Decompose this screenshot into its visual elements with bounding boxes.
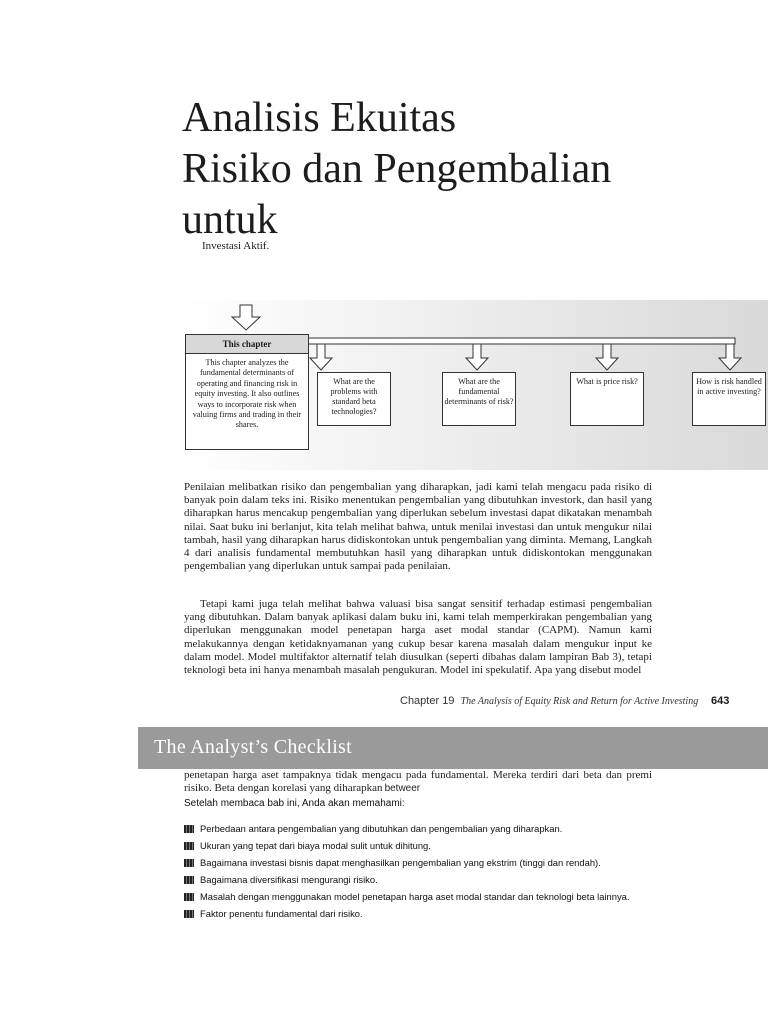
down-arrow-icon (596, 344, 618, 370)
list-item-text: Bagaimana investasi bisnis dapat menghasilkan pengembalian yang ekstrim (tinggi dan rendah). (200, 857, 601, 868)
down-arrow-icon (310, 344, 332, 370)
list-item (184, 839, 654, 852)
connector-bar (307, 338, 735, 344)
question-box-active-investing: How is risk handled in active investing? (692, 372, 766, 426)
list-item-text: Perbedaan antara pengembalian yang dibutuhkan dan pengembalian yang diharapkan. (200, 823, 563, 834)
question-box-price-risk: What is price risk? (570, 372, 644, 426)
list-item-text: Ukuran yang tepat dari biaya modal sulit untuk dihitung. (200, 840, 431, 851)
list-item-text: Masalah dengan menggunakan model penetapan harga aset modal standar dan teknologi beta lainnya. (200, 891, 630, 902)
list-item (184, 856, 654, 869)
title-line-2: Risiko dan Pengembalian (182, 146, 612, 192)
bullet-icon (184, 842, 194, 850)
checklist-banner (138, 727, 768, 769)
checklist (184, 822, 654, 924)
running-footer (400, 695, 698, 707)
bullet-icon (184, 893, 194, 901)
list-item-text: Faktor penentu fundamental dari risiko. (200, 908, 363, 919)
list-item (184, 907, 654, 920)
down-arrow-icon (719, 344, 741, 370)
title-line-1: Analisis Ekuitas (182, 95, 457, 141)
paragraph-3-tail: betweer (384, 783, 421, 795)
list-item (184, 890, 654, 903)
this-chapter-box (185, 334, 309, 450)
list-item (184, 873, 654, 886)
list-item (184, 822, 654, 835)
page-title (182, 93, 702, 246)
list-item-text: Bagaimana diversifikasi mengurangi risiko. (200, 874, 378, 885)
bullet-icon (184, 876, 194, 884)
subtitle: Investasi Aktif. (202, 240, 270, 252)
paragraph-3-text: penetapan harga aset tampaknya tidak mengacu pada fundamental. Mereka terdiri dari beta dan premi risiko. Beta dengan korelasi yang diharapkan (184, 769, 652, 795)
page-number: 643 (711, 695, 730, 707)
question-box-beta: What are the problems with standard beta technologies? (317, 372, 391, 426)
checklist-intro: Setelah membaca bab ini, Anda akan memahami: (184, 798, 405, 809)
this-chapter-description: This chapter analyzes the fundamental determinants of operating and financing risk in equity investing. It also outlines ways to incorporate risk when valuing firms and trading in their shares. (192, 358, 302, 430)
banner-title: The Analyst’s Checklist (154, 736, 352, 758)
footer-chapter: Chapter 19 (400, 695, 455, 707)
question-box-determinants: What are the fundamental determinants of risk? (442, 372, 516, 426)
body-paragraph-3 (184, 769, 652, 795)
title-line-3: untuk (182, 197, 278, 243)
bullet-icon (184, 825, 194, 833)
bullet-icon (184, 859, 194, 867)
bullet-icon (184, 910, 194, 918)
down-arrow-icon (466, 344, 488, 370)
body-paragraph-1: Penilaian melibatkan risiko dan pengembalian yang diharapkan, jadi kami telah mengacu pada risiko di banyak poin dalam teks ini. Risiko menentukan pengembalian yang dibutuhkan investork, dan hasil yang diharapkan harus mencakup pengembalian yang diperlukan sebelum investasi dapat dikatakan menambah nilai. Saat buku ini berlanjut, kita telah melihat bahwa, untuk menilai investasi dan untuk mengukur nilai tambah, hasil yang diharapkan harus didiskontokan untuk pengembalian yang diminta. Memang, Langkah 4 dari analisis fundamental membutuhkan hasil yang diharapkan untuk didiskontokan menggunakan pengembalian yang diperlukan untuk sampai pada penilaian. (184, 481, 652, 573)
chapter-flow-diagram (180, 300, 768, 470)
footer-chapter-title: The Analysis of Equity Risk and Return for Active Investing (460, 696, 699, 707)
this-chapter-heading: This chapter (186, 335, 308, 354)
down-arrow-icon (232, 305, 260, 330)
body-paragraph-2: Tetapi kami juga telah melihat bahwa valuasi bisa sangat sensitif terhadap estimasi pengembalian yang dibutuhkan. Dalam banyak aplikasi dalam buku ini, kami telah memperkirakan pengembalian yang diperlukan menggunakan model penetapan harga aset modal standar (CAPM). Namun kami melakukannya dengan ketidaknyamanan yang cukup besar karena masalah dalam mengukur input ke dalam model. Model multifaktor alternatif telah diusulkan (seperti dibahas dalam lampiran Bab 3), tetapi teknologi beta ini hanya menambah masalah pengukuran. Model ini spekulatif. Apa yang disebut model (184, 598, 652, 677)
